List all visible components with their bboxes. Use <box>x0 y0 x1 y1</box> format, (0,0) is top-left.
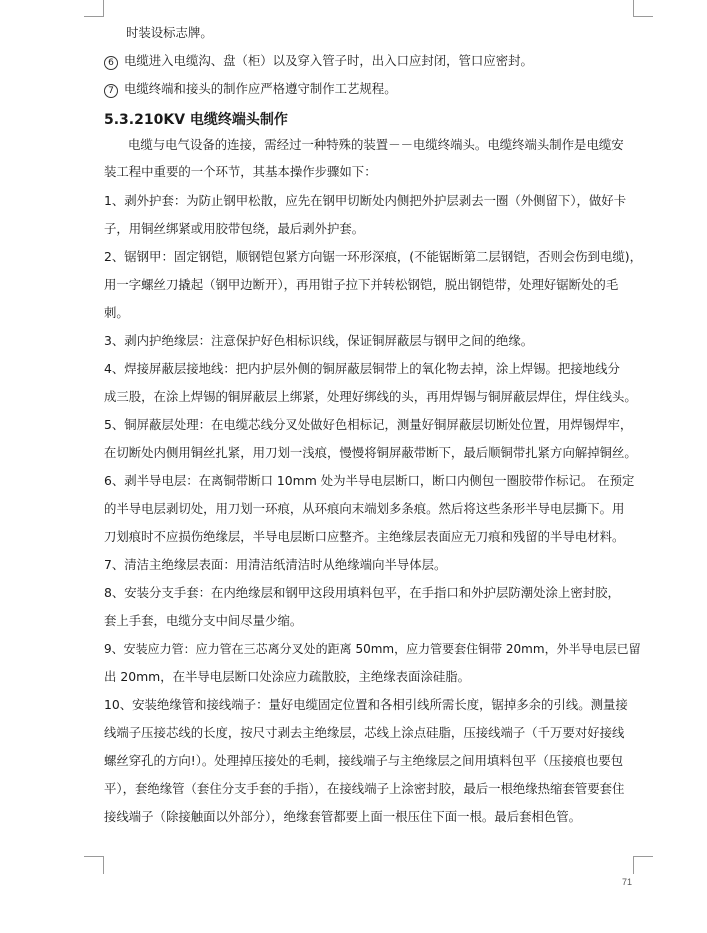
text-line: 螺丝穿孔的方向!）。处理掉压接处的毛刺，接线端子与主绝缘层之间用填料包平（压接痕也要包 <box>104 753 624 768</box>
text-line: 接线端子（除接触面以外部分），绝缘套管都要上面一根压住下面一根。最后套相色管。 <box>104 809 582 824</box>
text-line: 线端子压接芯线的长度，按尺寸剥去主绝缘层，芯线上涂点硅脂，压接线端子（千万要对好接线 <box>104 725 625 740</box>
text-line: 的半导电层剥切处，用刀划一环痕，从环痕向末端划多条痕。然后将这些条形半导电层撕下。用 <box>104 501 625 516</box>
text-line: 8、安装分支手套：在内绝缘层和钢甲这段用填料包平，在手指口和外护层防潮处涂上密封胶， <box>104 585 620 600</box>
text-line: 10、安装绝缘管和接线端子：量好电缆固定位置和各相引线所需长度，锯掉多余的引线。测量接 <box>104 697 628 712</box>
text-line: 刺。 <box>104 305 129 320</box>
section-heading: 5.3.210KV 电缆终端头制作 <box>104 112 288 128</box>
circled-number-marker: 6 <box>104 56 118 70</box>
text-line: 时装设标志牌。 <box>126 25 213 40</box>
text-line: 出 20mm，在半导电层断口处涂应力疏散胶，主绝缘表面涂硅脂。 <box>104 669 471 684</box>
text-line: 套上手套，电缆分支中间尽量少缩。 <box>104 613 303 628</box>
text-line: 刀划痕时不应损伤绝缘层，半导电层断口应整齐。主绝缘层表面应无刀痕和残留的半导电材料。 <box>104 529 625 544</box>
crop-mark-bottom-left <box>84 856 104 857</box>
text-line: 9、安装应力管：应力管在三芯离分叉处的距离 50mm，应力管要套住铜带 20mm，外半导电层已留 <box>104 642 641 656</box>
list-item: 7 电缆终端和接头的制作应严格遵守制作工艺规程。 <box>104 82 397 98</box>
text-line: 平），套绝缘管（套住分支手套的手指），在接线端子上涂密封胶，最后一根绝缘热缩套管要套住 <box>104 781 625 796</box>
circled-number-marker: 7 <box>104 84 118 98</box>
text-line: 2、锯钢甲：固定钢铠，顺钢铠包紧方向锯一环形深痕，(不能锯断第二层钢铠，否则会伤到电缆)， <box>104 249 642 264</box>
text-line: 7、清洁主绝缘层表面：用清洁纸清洁时从绝缘端向半导体层。 <box>104 557 447 572</box>
crop-mark-top-left <box>84 16 104 17</box>
crop-mark-bottom-right <box>633 856 653 857</box>
text-line: 4、焊接屏蔽层接地线：把内护层外侧的铜屏蔽层铜带上的氧化物去掉，涂上焊锡。把接地线分 <box>104 361 620 376</box>
text-line: 电缆与电气设备的连接，需经过一种特殊的装置－－电缆终端头。电缆终端头制作是电缆安 <box>128 137 624 152</box>
crop-mark-bottom-right <box>633 856 634 874</box>
page-number: 71 <box>622 877 633 887</box>
crop-mark-top-right <box>633 16 653 17</box>
text-line: 1、剥外护套：为防止钢甲松散，应先在钢甲切断处内侧把外护层剥去一圈（外侧留下），做好卡 <box>104 193 627 208</box>
text-line: 在切断处内侧用铜丝扎紧，用刀划一浅痕，慢慢将铜屏蔽带断下，最后顺铜带扎紧方向解掉铜丝。 <box>104 445 637 460</box>
crop-mark-top-left <box>103 0 104 17</box>
crop-mark-bottom-left <box>103 856 104 874</box>
text-line: 成三股，在涂上焊锡的铜屏蔽层上绑紧，处理好绑线的头，再用焊锡与铜屏蔽层焊住，焊住线头。 <box>104 389 637 404</box>
text-line: 子，用铜丝绑紧或用胶带包绕，最后剥外护套。 <box>104 221 365 236</box>
text-line: 用一字螺丝刀撬起（钢甲边断开），再用钳子拉下并转松钢铠，脱出钢铠带，处理好锯断处的毛 <box>104 277 619 292</box>
crop-mark-top-right <box>633 0 634 17</box>
text-line: 3、剥内护绝缘层：注意保护好色相标识线，保证铜屏蔽层与钢甲之间的绝缘。 <box>104 333 534 348</box>
list-item: 6 电缆进入电缆沟、盘（柜）以及穿入管子时，出入口应封闭，管口应密封。 <box>104 54 533 70</box>
text-line: 装工程中重要的一个环节，其基本操作步骤如下： <box>104 164 377 179</box>
text-line: 6、剥半导电层：在离铜带断口 10mm 处为半导电层断口，断口内侧包一圈胶带作标记。 在预定 <box>104 473 635 488</box>
text-line: 5、铜屏蔽层处理：在电缆芯线分叉处做好色相标记，测量好铜屏蔽层切断处位置，用焊锡焊牢， <box>104 417 633 432</box>
